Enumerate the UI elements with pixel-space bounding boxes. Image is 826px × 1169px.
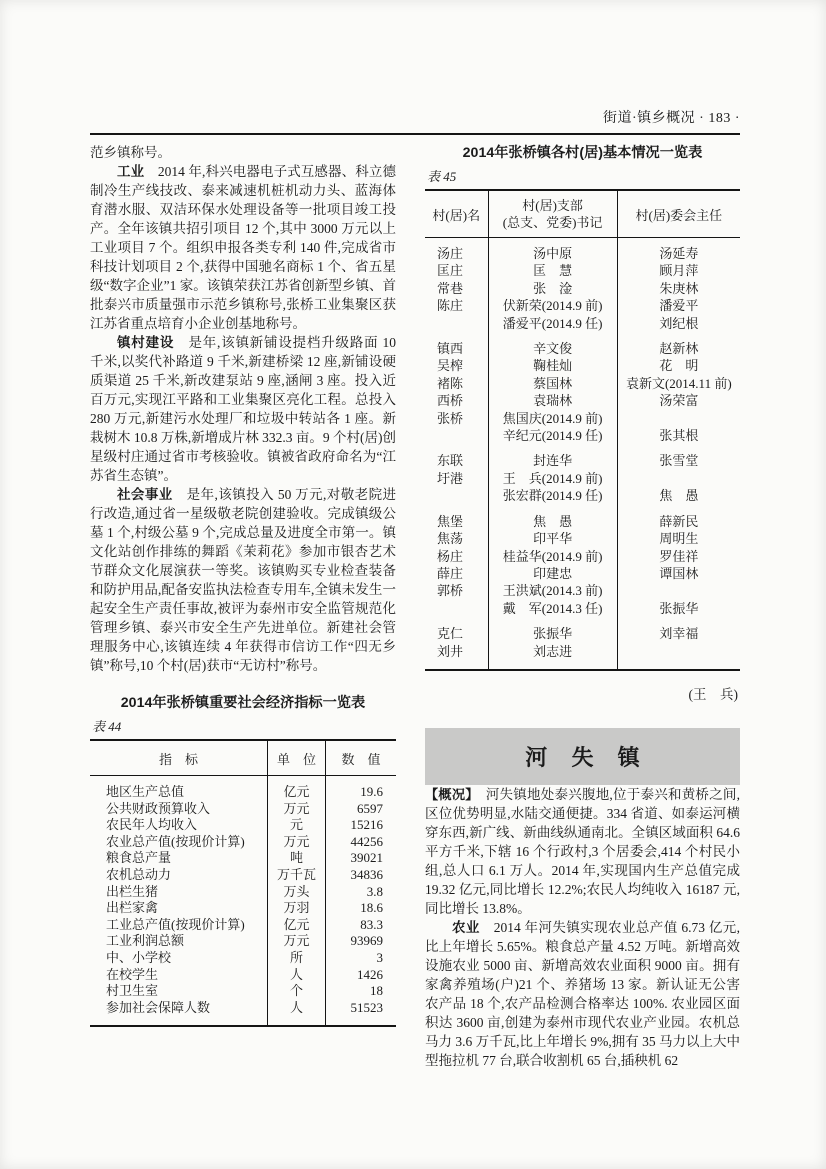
table-cell: 19.6: [360, 784, 383, 799]
table-cell: 6597: [357, 800, 383, 816]
table-cell: 张振华: [659, 600, 699, 616]
table-cell: 51523: [350, 999, 383, 1015]
table-row: [425, 625, 740, 642]
table-row: [90, 933, 396, 950]
table-cell: 印建忠: [488, 565, 617, 582]
table-cell: 杨庄: [425, 548, 488, 565]
table-cell: 工业总产值(按现价计算): [90, 917, 267, 934]
table45-header-village: 村(居)名: [425, 190, 488, 238]
table-cell: 张其根: [659, 428, 699, 444]
table-row: [425, 548, 740, 565]
table-cell: 辛纪元(2014.9 任): [488, 427, 617, 452]
table-row: [90, 917, 396, 934]
paragraph-text: 是年,该镇投入 50 万元,对敬老院进行改造,通过省一星级敬老院创建验收。完成镇级公墓 1 个,村级公墓 9 个,完成总量及进度全市第一。镇文化站创作排练的舞蹈《茉莉花》参加市银杏艺术节群众文化展演获一等奖。该镇购买专业检查装备和防护用品,配备安监执法检查专用车,全镇未发生一起安全生产责任事故,被评为泰州市安全监管规范化管理乡镇、泰兴市安全生产先进单位。新建社会管理服务中心,该镇连续 4 年获得市信访工作“四无乡镇”称号,10 个村(居)获市“无访村”称号。: [90, 487, 397, 673]
table-cell: 谭国林: [659, 565, 699, 581]
table-cell: 44256: [350, 833, 383, 849]
table-row: [90, 834, 396, 851]
table-cell: 顾月萍: [659, 263, 699, 279]
table-row: [425, 565, 740, 582]
table-cell: 花 明: [659, 358, 699, 374]
author-attribution: (王 兵): [688, 686, 738, 702]
table-cell: 焦荡: [425, 530, 488, 547]
paragraph-text: 2014 年河失镇实现农业总产值 6.73 亿元,比上年增长 5.65%。粮食总产量 4.52 万吨。新增高效设施农业 5000 亩、新增高效农业面积 9000 亩。拥有家禽养殖场(户)21 个、养猪场 13 家。新认证无公害农产品 18 个,农产品检测合格率达 100%. 农业园区面积达 3600 亩,创建为泰州市现代农业产业园。农机总马力 3.6 万千瓦,比上年增长 9%,拥有 35 马力以上大中型拖拉机 77 台,联合收割机 65 台,插秧机 62: [425, 919, 741, 1068]
table-cell: 戴 军(2014.3 任): [488, 600, 617, 625]
table-cell: 公共财政预算收入: [90, 801, 267, 818]
table-row: [425, 280, 740, 297]
table-cell: 出栏家禽: [90, 900, 267, 917]
table-row: [425, 262, 740, 279]
table44-label: 表 44: [92, 719, 122, 734]
table-cell: 张桥: [425, 410, 488, 427]
paragraph-lead: 社会事业: [117, 487, 173, 502]
table-row: [425, 392, 740, 409]
table-cell: 潘爱平: [659, 298, 699, 314]
paragraph-lead: 镇村建设: [117, 335, 175, 350]
table-cell: 18: [370, 983, 383, 999]
table-cell: 吨: [267, 850, 325, 867]
table-cell: 东联: [425, 452, 488, 469]
section-header-heshizhen: [425, 728, 740, 785]
table-cell: 村卫生室: [90, 983, 267, 1000]
left-column: [90, 143, 396, 1027]
table-cell: 3: [376, 949, 383, 965]
table-cell: 张振华: [488, 625, 617, 642]
table-cell: [617, 470, 740, 487]
table-cell: 中、小学校: [90, 950, 267, 967]
table-row: [425, 357, 740, 374]
table-cell: 吴榨: [425, 357, 488, 374]
table-cell: [617, 582, 740, 599]
section-title: 河失镇: [525, 744, 664, 770]
table-row: [425, 452, 740, 469]
table-cell: 工业利润总额: [90, 933, 267, 950]
table-cell: 圩港: [425, 470, 488, 487]
table45-body: [425, 238, 740, 670]
table-cell: 汤荣富: [659, 393, 699, 409]
table-row: [425, 487, 740, 512]
table-row: [425, 297, 740, 314]
table-cell: 所: [267, 950, 325, 967]
table-cell: 辛文俊: [488, 340, 617, 357]
table-cell: 18.6: [360, 900, 383, 916]
paragraph-text: 河失镇地处泰兴腹地,位于泰兴和黄桥之间,区位优势明显,水陆交通便捷。334 省道、如泰运河横穿东西,新广线、新曲线纵通南北。全镇区域面积 64.6 平方千米,下辖 16 个行政村,3 个居委会,414 个村民小组,总人口 6.1 万人。2014 年,实现国内生产总值完成 19.32 亿元,同比增长 12.2%;农民人均纯收入 16187 元,同比增长 13.8%。: [425, 786, 741, 916]
table45-header-secretary-line1: 村(居)支部: [522, 198, 583, 213]
table-cell: 个: [267, 983, 325, 1000]
table-cell: 郭桥: [425, 582, 488, 599]
table-cell: 焦 愚: [488, 513, 617, 530]
table-row: [425, 513, 740, 530]
table-row: [90, 850, 396, 867]
table44-header-indicator: 指 标: [90, 740, 267, 776]
table-cell: 罗佳祥: [659, 548, 699, 564]
table-cell: 农业总产值(按现价计算): [90, 834, 267, 851]
table-cell: 克仁: [425, 625, 488, 642]
table-cell: 3.8: [366, 883, 383, 899]
table-cell: 出栏生猪: [90, 884, 267, 901]
table-cell: 刘井: [425, 643, 488, 670]
table-cell: 陈庄: [425, 297, 488, 314]
table-row: [90, 967, 396, 984]
table-cell: [425, 487, 488, 512]
table-cell: 匡庄: [425, 262, 488, 279]
table-cell: 鞠桂灿: [488, 357, 617, 374]
table-cell: 汤延寿: [659, 246, 699, 261]
table-row: [90, 801, 396, 818]
table-row: [425, 375, 740, 392]
table-cell: 地区生产总值: [90, 776, 267, 801]
table-cell: 张宏群(2014.9 任): [488, 487, 617, 512]
table-cell: 15216: [350, 817, 383, 833]
table-cell: 桂益华(2014.9 前): [488, 548, 617, 565]
table-cell: 焦国庆(2014.9 前): [488, 410, 617, 427]
table-row: [90, 900, 396, 917]
table-row: [90, 817, 396, 834]
paragraph-industry: [90, 162, 396, 333]
paragraph-overview: [425, 785, 740, 918]
table-row: [425, 582, 740, 599]
table-cell: 93969: [350, 933, 383, 949]
table-cell: 西桥: [425, 392, 488, 409]
table-cell: 张 淦: [488, 280, 617, 297]
paragraph-text: 是年,该镇新铺设提档升级路面 10 千米,以奖代补路道 9 千米,新建桥梁 12 座,新铺设硬质渠道 25 千米,新改建泵站 9 座,涵闸 3 座。投入近百万元,实现江平路和工业集聚区亮化工程。总投入 280 万元,新建污水处理厂和垃圾中转站各 1 座。新栽树木 10.8 万株,新增成片林 332.3 亩。9 个村(居)创星级村庄通过省市考核验收。镇被省政府命名为“江苏省生态镇”。: [90, 335, 397, 483]
table44-header-row: [90, 740, 396, 776]
table-cell: 粮食总产量: [90, 850, 267, 867]
running-head: 街道·镇乡概况 · 183 ·: [603, 111, 740, 126]
table-cell: 褚陈: [425, 375, 488, 392]
table-cell: 封连华: [488, 452, 617, 469]
table-row: [90, 950, 396, 967]
table-cell: 亿元: [267, 776, 325, 801]
table45: [425, 189, 740, 671]
table-cell: 刘志进: [488, 643, 617, 670]
paragraph-lead: 【概况】: [425, 786, 473, 802]
table-cell: 镇西: [425, 340, 488, 357]
table44-body: [90, 776, 396, 1027]
table-row: [90, 867, 396, 884]
table-cell: 汤中原: [488, 238, 617, 263]
header-rule: [90, 133, 740, 135]
table45-title: 2014年张桥镇各村(居)基本情况一览表: [462, 145, 703, 161]
table-cell: 亿元: [267, 917, 325, 934]
table-cell: 袁瑞林: [488, 392, 617, 409]
table-cell: 朱庚林: [659, 280, 699, 296]
table44-block: [90, 693, 396, 1027]
table-cell: 焦 愚: [659, 488, 699, 504]
table-row: [425, 410, 740, 427]
table-cell: 83.3: [360, 916, 383, 932]
paragraph-text: 2014 年,科兴电器电子式互感器、科立德制冷生产线技改、泰来减速机桩机动力头、蓝海体育潜水服、双洁环保水处理设备等一批项目竣工投产。全年该镇共招引项目 12 个,其中 3000 万元以上工业项目 7 个。组织申报各类专利 140 件,完成省市科技计划项目 2 个,获得中国驰名商标 1 个、省五星级“数字企业”1 家。该镇荣获江苏省创新型乡镇、首批泰兴市质量强市示范乡镇称号,张桥工业集聚区获江苏省重点培育小企业创基地称号。: [90, 164, 397, 331]
table-cell: 在校学生: [90, 967, 267, 984]
table-cell: [425, 600, 488, 625]
table-row: [90, 1000, 396, 1027]
table-cell: 汤庄: [425, 238, 488, 263]
table-cell: 万元: [267, 801, 325, 818]
table-row: [90, 884, 396, 901]
table45-label: 表 45: [427, 169, 457, 184]
table-row: [425, 315, 740, 340]
table-cell: 农民年人均收入: [90, 817, 267, 834]
table-cell: 印平华: [488, 530, 617, 547]
table45-header-secretary-line2: (总支、党委)书记: [502, 215, 603, 230]
table-cell: 万千瓦: [267, 867, 325, 884]
table-cell: 万元: [267, 834, 325, 851]
table-cell: 刘幸福: [659, 626, 699, 642]
table-row: [90, 776, 396, 801]
table-cell: 34836: [350, 866, 383, 882]
table-cell: 匡 慧: [488, 262, 617, 279]
table44-title: 2014年张桥镇重要社会经济指标一览表: [120, 695, 366, 711]
table45-header-secretary: [488, 190, 617, 238]
table-cell: 王洪斌(2014.3 前): [488, 582, 617, 599]
table-cell: 人: [267, 1000, 325, 1027]
table-row: [425, 238, 740, 263]
table-cell: 薛庄: [425, 565, 488, 582]
table44-header-unit: 单 位: [267, 740, 325, 776]
table-cell: 潘爱平(2014.9 任): [488, 315, 617, 340]
table45-header-director: 村(居)委会主任: [617, 190, 740, 238]
table-row: [425, 643, 740, 670]
table-cell: 万羽: [267, 900, 325, 917]
paragraph-lead: 农业: [452, 919, 480, 935]
table-cell: [617, 643, 740, 670]
table-row: [425, 470, 740, 487]
table-row: [90, 983, 396, 1000]
paragraph-agriculture: [425, 918, 740, 1070]
table44: [90, 739, 396, 1027]
table-cell: 农机总动力: [90, 867, 267, 884]
paragraph-social-affairs: [90, 485, 396, 675]
continuation-line: 范乡镇称号。: [90, 145, 171, 160]
table-cell: [425, 315, 488, 340]
table-cell: [617, 410, 740, 427]
table-cell: 常巷: [425, 280, 488, 297]
table-cell: 万元: [267, 933, 325, 950]
paragraph-town-construction: [90, 333, 396, 485]
table-cell: 袁新文(2014.11 前): [625, 375, 732, 391]
table-cell: 万头: [267, 884, 325, 901]
table-row: [425, 530, 740, 547]
table-cell: 人: [267, 967, 325, 984]
table-cell: 周明生: [659, 531, 699, 547]
table-cell: 1426: [357, 966, 383, 982]
table-row: [425, 427, 740, 452]
table44-header-value: 数 值: [326, 740, 396, 776]
table-cell: 伏新荣(2014.9 前): [488, 297, 617, 314]
table-row: [425, 600, 740, 625]
table-cell: 薛新民: [659, 513, 699, 529]
table-cell: 刘纪根: [659, 315, 699, 331]
table-cell: [425, 427, 488, 452]
table-row: [425, 340, 740, 357]
table-cell: 焦堡: [425, 513, 488, 530]
table-cell: 元: [267, 817, 325, 834]
table-cell: 蔡国林: [488, 375, 617, 392]
table-cell: 张雪堂: [659, 453, 699, 469]
table-cell: 参加社会保障人数: [90, 1000, 267, 1027]
paragraph-lead: 工业: [117, 164, 145, 179]
table45-header-row: [425, 190, 740, 238]
right-column: [425, 143, 740, 1070]
table-cell: 39021: [350, 850, 383, 866]
table-cell: 赵新林: [659, 341, 699, 357]
table-cell: 王 兵(2014.9 前): [488, 470, 617, 487]
